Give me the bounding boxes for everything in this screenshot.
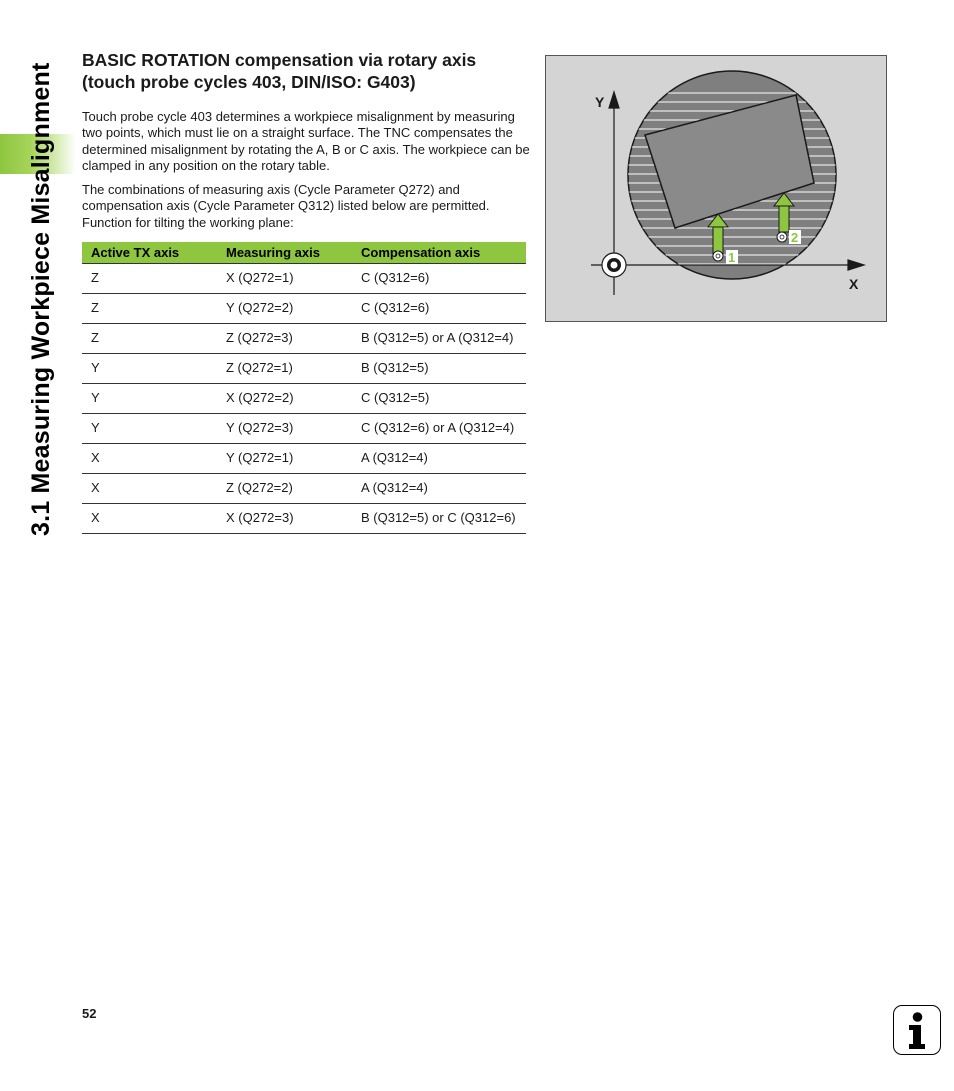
section-heading	[82, 49, 532, 93]
cell-measuring-axis: Z (Q272=3)	[217, 324, 352, 354]
cell-compensation-axis: C (Q312=5)	[352, 384, 526, 414]
cell-compensation-axis: B (Q312=5) or C (Q312=6)	[352, 504, 526, 534]
cell-measuring-axis: X (Q272=3)	[217, 504, 352, 534]
table-row	[82, 414, 526, 444]
point-2-label: 2	[791, 230, 799, 245]
intro-paragraph: Touch probe cycle 403 determines a workpiece misalignment by measuring two points, which must lie on a straight surface. The TNC compensates the determined misalignment by rotating the A, B or C axis. The workpiece can be clamped in any position on the rotary table.	[82, 109, 530, 173]
point-1-label: 1	[728, 250, 736, 265]
header-active-tx-axis: Active TX axis	[82, 242, 217, 264]
header-measuring-axis: Measuring axis	[217, 242, 352, 264]
cell-compensation-axis: C (Q312=6)	[352, 264, 526, 294]
cell-measuring-axis: Z (Q272=1)	[217, 354, 352, 384]
table-row	[82, 444, 526, 474]
y-axis-label: Y	[595, 94, 605, 110]
combinations-paragraph: The combinations of measuring axis (Cycle Parameter Q272) and compensation axis (Cycle Parameter Q312) listed below are permitted. Function for tilting the working plane:	[82, 182, 490, 230]
cell-compensation-axis: B (Q312=5)	[352, 354, 526, 384]
table-row	[82, 324, 526, 354]
cell-compensation-axis: C (Q312=6) or A (Q312=4)	[352, 414, 526, 444]
info-glyph	[894, 1006, 939, 1053]
cell-active-axis: X	[82, 444, 217, 474]
cell-active-axis: Y	[82, 384, 217, 414]
info-icon	[893, 1005, 941, 1055]
cell-active-axis: Y	[82, 354, 217, 384]
cell-active-axis: X	[82, 474, 217, 504]
table-header-row	[82, 242, 526, 264]
cell-compensation-axis: B (Q312=5) or A (Q312=4)	[352, 324, 526, 354]
cell-measuring-axis: Y (Q272=2)	[217, 294, 352, 324]
probe-point-1	[713, 251, 723, 261]
cell-compensation-axis: A (Q312=4)	[352, 444, 526, 474]
page-number: 52	[82, 1006, 97, 1021]
axis-combinations-table	[82, 242, 526, 534]
x-axis-arrow	[848, 260, 864, 270]
section-heading-line1: BASIC ROTATION compensation via rotary axis	[82, 50, 477, 70]
y-axis-arrow	[609, 92, 619, 108]
cell-active-axis: Z	[82, 324, 217, 354]
cell-compensation-axis: C (Q312=6)	[352, 294, 526, 324]
cell-measuring-axis: Y (Q272=3)	[217, 414, 352, 444]
table-row	[82, 384, 526, 414]
table-row	[82, 504, 526, 534]
chapter-title: 3.1 Measuring Workpiece Misalignment	[27, 62, 55, 536]
cell-active-axis: X	[82, 504, 217, 534]
x-axis-label: X	[849, 276, 859, 292]
cell-active-axis: Y	[82, 414, 217, 444]
table-row	[82, 354, 526, 384]
cell-measuring-axis: Z (Q272=2)	[217, 474, 352, 504]
table-row	[82, 264, 526, 294]
section-heading-line2: (touch probe cycles 403, DIN/ISO: G403)	[82, 72, 416, 92]
cell-active-axis: Z	[82, 264, 217, 294]
datum-icon	[602, 253, 626, 277]
cell-active-axis: Z	[82, 294, 217, 324]
rotary-table-illustration	[546, 56, 886, 321]
probe-point-2	[777, 232, 787, 242]
cell-measuring-axis: X (Q272=2)	[217, 384, 352, 414]
table-row	[82, 294, 526, 324]
table-row	[82, 474, 526, 504]
cell-measuring-axis: X (Q272=1)	[217, 264, 352, 294]
cell-measuring-axis: Y (Q272=1)	[217, 444, 352, 474]
rotary-table-figure	[545, 55, 887, 322]
header-compensation-axis: Compensation axis	[352, 242, 526, 264]
cell-compensation-axis: A (Q312=4)	[352, 474, 526, 504]
